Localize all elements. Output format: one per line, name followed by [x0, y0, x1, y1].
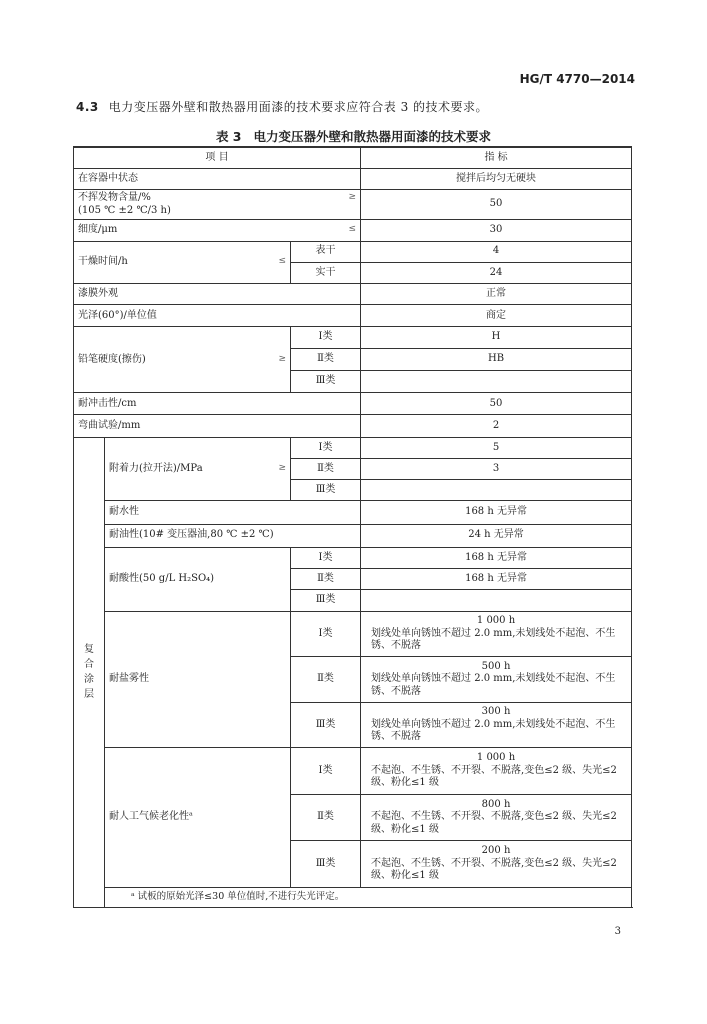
composite-coating-label: 复合涂层: [74, 437, 105, 907]
row-pencil-hardness-1: [74, 327, 632, 348]
row-salt-spray-1: [74, 611, 632, 657]
item-label-text: 细度/μm: [78, 224, 118, 236]
row-water-resistance: [74, 501, 632, 524]
item-label: 耐冲击性/cm: [74, 393, 361, 415]
item-value: [361, 702, 632, 748]
item-value: H: [361, 327, 632, 348]
class-label: Ⅲ类: [291, 480, 361, 501]
class-label: Ⅲ类: [291, 702, 361, 748]
item-value: 168 h 无异常: [361, 547, 632, 568]
condition-symbol: ≤: [278, 256, 286, 267]
item-value: [361, 480, 632, 501]
item-value: 50: [361, 189, 632, 219]
item-value: 2: [361, 415, 632, 437]
item-label: [74, 327, 291, 393]
class-label: Ⅲ类: [291, 370, 361, 392]
item-value: 30: [361, 220, 632, 241]
class-label: Ⅱ类: [291, 458, 361, 479]
item-label: 光泽(60°)/单位值: [74, 305, 361, 327]
row-oil-resistance: [74, 524, 632, 547]
item-value: 搅拌后均匀无硬块: [361, 168, 632, 189]
row-weathering-1: [74, 748, 632, 795]
item-value: 商定: [361, 305, 632, 327]
item-label: 耐酸性(50 g/L H₂SO₄): [105, 547, 291, 611]
item-value: 5: [361, 437, 632, 458]
table-header-row: [74, 147, 632, 168]
row-bending: [74, 415, 632, 437]
table-number: 表 3: [215, 129, 242, 144]
sub-item-label: 实干: [291, 262, 361, 283]
item-label-line2: (105 ℃ ±2 ℃/3 h): [78, 204, 171, 216]
clause-4-3: [76, 98, 488, 115]
requirement-text: 划线处单向锈蚀不超过 2.0 mm,未划线处不起泡、不生锈、不脱落: [371, 627, 616, 652]
row-impact: [74, 393, 632, 415]
item-label: [74, 189, 361, 219]
condition-symbol: ≥: [278, 462, 286, 473]
row-container-state: [74, 168, 632, 189]
row-gloss: [74, 305, 632, 327]
requirements-table: [73, 146, 632, 908]
header-item-cell: 项 目: [74, 147, 361, 168]
item-value: HB: [361, 348, 632, 370]
condition-symbol: ≥: [278, 353, 286, 364]
item-value: [361, 611, 632, 657]
item-value: 168 h 无异常: [361, 569, 632, 590]
page-number: 3: [614, 926, 621, 937]
duration: 1 000 h: [476, 752, 516, 764]
row-acid-1: [74, 547, 632, 568]
item-value: [361, 841, 632, 888]
item-value: 168 h 无异常: [361, 501, 632, 524]
item-label: 耐盐雾性: [105, 611, 291, 748]
requirement-text: 划线处单向锈蚀不超过 2.0 mm,未划线处不起泡、不生锈、不脱落: [371, 673, 616, 697]
item-value: [361, 748, 632, 795]
row-drying-surface: [74, 241, 632, 262]
duration: 1 000 h: [476, 615, 516, 627]
class-label: Ⅱ类: [291, 569, 361, 590]
clause-number: 4.3: [76, 100, 99, 114]
item-label: 耐油性(10# 变压器油,80 ℃ ±2 ℃): [105, 524, 361, 547]
duration: 300 h: [481, 706, 511, 718]
item-label-text: 铅笔硬度(擦伤): [78, 353, 146, 365]
item-label: 耐人工气候老化性ᵃ: [105, 748, 291, 888]
row-fineness: [74, 220, 632, 241]
class-label: Ⅰ类: [291, 327, 361, 348]
condition-symbol: ≥: [348, 192, 357, 203]
class-label: Ⅰ类: [291, 748, 361, 795]
class-label: Ⅰ类: [291, 547, 361, 568]
item-value: 50: [361, 393, 632, 415]
class-label: Ⅰ类: [291, 437, 361, 458]
requirement-text: 不起泡、不生锈、不开裂、不脱落,变色≤2 级、失光≤2 级、粉化≤1 级: [371, 764, 617, 789]
duration: 800 h: [481, 798, 511, 810]
row-nonvolatile: [74, 189, 632, 219]
item-value: [361, 370, 632, 392]
class-label: Ⅱ类: [291, 348, 361, 370]
item-label: 弯曲试验/mm: [74, 415, 361, 437]
duration: 500 h: [481, 660, 511, 672]
sub-item-label: 表干: [291, 241, 361, 262]
class-label: Ⅱ类: [291, 794, 361, 841]
header-requirement-cell: 指 标: [361, 147, 632, 168]
row-adhesion-1: [74, 437, 632, 458]
requirement-text: 不起泡、不生锈、不开裂、不脱落,变色≤2 级、失光≤2 级、粉化≤1 级: [371, 811, 617, 835]
item-value: 24: [361, 262, 632, 283]
class-label: Ⅲ类: [291, 841, 361, 888]
table-footnote: ᵃ 试板的原始光泽≤30 单位值时,不进行失光评定。: [105, 887, 632, 907]
item-value: [361, 657, 632, 703]
item-value: [361, 794, 632, 841]
item-label-text: 干燥时间/h: [78, 256, 128, 268]
item-label: [105, 437, 291, 501]
class-label: Ⅰ类: [291, 611, 361, 657]
class-label: Ⅲ类: [291, 590, 361, 611]
table-caption: [0, 127, 707, 145]
item-label-text: 附着力(拉开法)/MPa: [109, 462, 203, 474]
item-value: [361, 590, 632, 611]
row-film-appearance: [74, 284, 632, 305]
item-label: 耐水性: [105, 501, 361, 524]
requirement-text: 划线处单向锈蚀不超过 2.0 mm,未划线处不起泡、不生锈、不脱落: [371, 718, 616, 743]
class-label: Ⅱ类: [291, 657, 361, 703]
table-title: 电力变压器外壁和散热器用面漆的技术要求: [253, 129, 492, 144]
item-value: 4: [361, 241, 632, 262]
condition-symbol: ≤: [348, 224, 357, 235]
item-label: [74, 220, 361, 241]
item-label-line1: 不挥发物含量/%: [78, 192, 151, 204]
standard-code: HG/T 4770—2014: [519, 72, 635, 86]
clause-text: 电力变压器外壁和散热器用面漆的技术要求应符合表 3 的技术要求。: [108, 100, 489, 114]
item-label: [74, 241, 291, 283]
item-label: 漆膜外观: [74, 284, 361, 305]
item-value: 正常: [361, 284, 632, 305]
duration: 200 h: [481, 845, 511, 857]
item-value: 24 h 无异常: [361, 524, 632, 547]
table-footnote-row: [74, 887, 632, 907]
item-value: 3: [361, 458, 632, 479]
item-label: 在容器中状态: [74, 168, 361, 189]
requirement-text: 不起泡、不生锈、不开裂、不脱落,变色≤2 级、失光≤2 级、粉化≤1 级: [371, 857, 617, 882]
